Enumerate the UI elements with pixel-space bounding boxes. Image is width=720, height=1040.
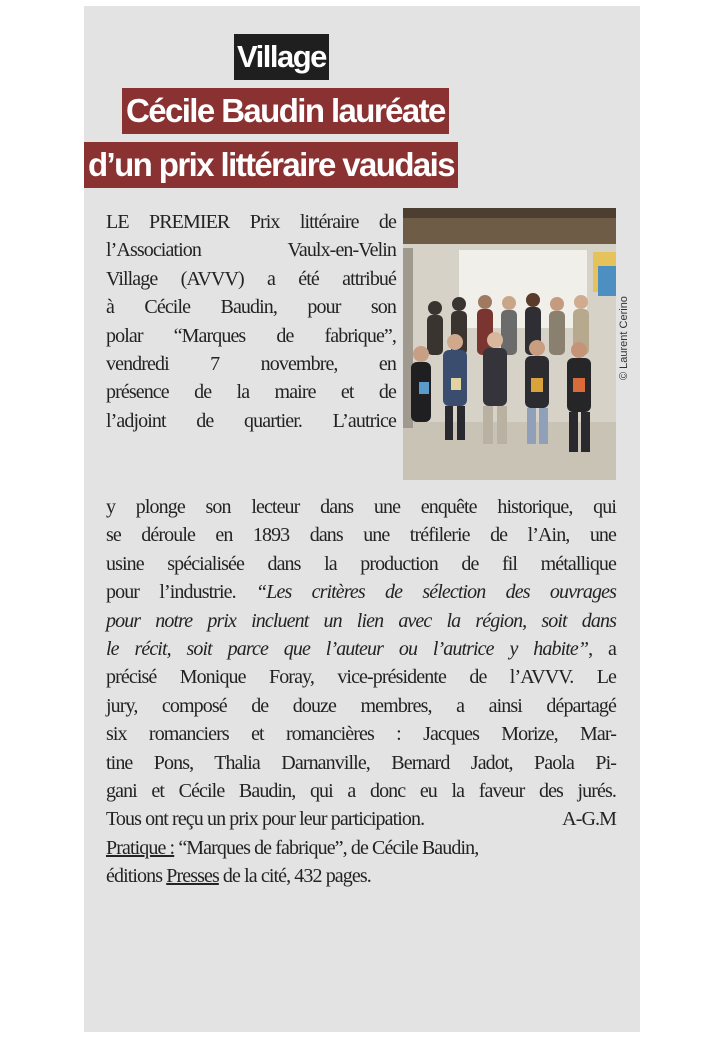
article-text: , a bbox=[588, 637, 616, 660]
group-photo-image bbox=[403, 208, 616, 480]
quote-text: “Les critères de sélection des ouvrages bbox=[256, 581, 616, 604]
article-line: l’Association Vaulx-en-Velin bbox=[106, 239, 396, 262]
group-photo bbox=[403, 208, 616, 480]
article-line: tine Pons, Thalia Darnanville, Bernard Jadot, Paola Pi- bbox=[106, 751, 616, 774]
practical-line bbox=[106, 862, 616, 890]
article-line: vendredi 7 novembre, en bbox=[106, 352, 396, 375]
quote-text: le récit, soit parce que l’auteur ou l’autrice y habite” bbox=[106, 637, 589, 660]
practical-text: “Marques de fabrique”, de Cécile Baudin, bbox=[174, 836, 479, 859]
article-line: gani et Cécile Baudin, qui a donc eu la faveur des jurés. bbox=[106, 779, 616, 802]
article-line: Village (AVVV) a été attribué bbox=[106, 267, 396, 290]
article-line: six romanciers et romancières : Jacques Morize, Mar- bbox=[106, 723, 616, 746]
article-line bbox=[106, 578, 616, 606]
article-line bbox=[106, 805, 616, 833]
article-line: polar “Marques de fabrique”, bbox=[106, 324, 396, 347]
photo-credit: © Laurent Cerino bbox=[618, 296, 630, 380]
article-intro bbox=[106, 208, 396, 435]
article-line: y plonge son lecteur dans une enquête historique, qui bbox=[106, 496, 616, 518]
headline-line-1: Cécile Baudin lauréate bbox=[122, 88, 449, 134]
headline-line-2: d’un prix littéraire vaudais bbox=[84, 142, 458, 188]
publisher-name: Presses bbox=[166, 865, 219, 888]
article-line: usine spécialisée dans la production de fil métallique bbox=[106, 552, 616, 575]
article-text: Tous ont reçu un prix pour leur participation. bbox=[106, 808, 425, 831]
practical-label: Pratique : bbox=[106, 836, 175, 859]
article-body bbox=[106, 493, 616, 890]
article-line: se déroule en 1893 dans une tréfilerie de l’Ain, une bbox=[106, 524, 616, 547]
practical-text: éditions bbox=[106, 865, 167, 888]
author-signature: A-G.M bbox=[562, 808, 616, 831]
article-line: précisé Monique Foray, vice-présidente de l’AVVV. Le bbox=[106, 666, 616, 689]
practical-text: de la cité, 432 pages. bbox=[218, 865, 371, 888]
article-line bbox=[106, 635, 616, 663]
article-line: jury, composé de douze membres, a ainsi départagé bbox=[106, 694, 616, 717]
quote-line: pour notre prix incluent un lien avec la région, soit dans bbox=[106, 609, 616, 632]
article-line: présence de la maire et de bbox=[106, 381, 396, 404]
article-line: LE PREMIER Prix littéraire de bbox=[106, 211, 396, 233]
practical-line bbox=[106, 834, 616, 862]
article-line: à Cécile Baudin, pour son bbox=[106, 296, 396, 319]
article-line: l’adjoint de quartier. L’autrice bbox=[106, 409, 396, 432]
article-text: pour l’industrie. bbox=[106, 581, 257, 604]
section-kicker: Village bbox=[234, 34, 329, 80]
